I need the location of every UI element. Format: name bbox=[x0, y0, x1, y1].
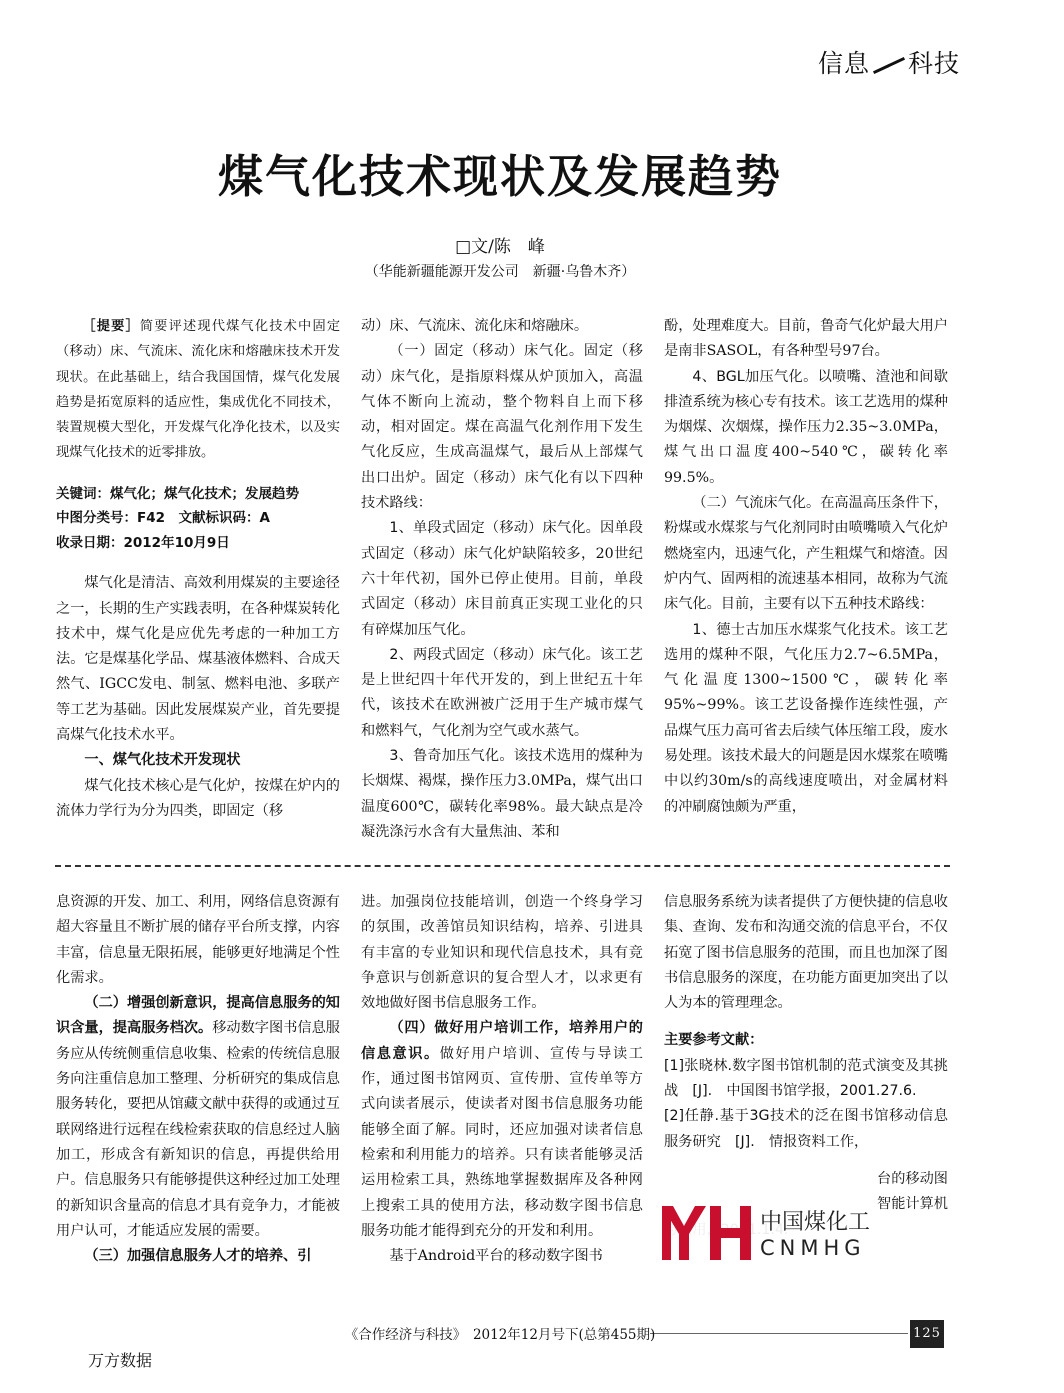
abstract bbox=[56, 314, 340, 466]
mid-paragraph-0: 动）床、气流床、流化床和熔融床。 bbox=[361, 318, 589, 334]
reference-1: [1]张晓林.数字图书馆机制的范式演变及其挑战 [J]. 中国图书馆学报，2001.27.6. bbox=[664, 1057, 948, 1100]
watermark bbox=[662, 1200, 876, 1266]
watermark-en: CNMHG bbox=[760, 1236, 866, 1260]
mid-paragraph-1 bbox=[361, 339, 643, 516]
reference-2: [2]任静.基于3G技术的泛在图书馆移动信息服务研究 [J]. 情报资料工作， bbox=[664, 1108, 948, 1150]
reference-3-tail-2: 智能计算机 bbox=[877, 1196, 948, 1213]
references-heading: 主要参考文献： bbox=[664, 1032, 764, 1049]
footer-journal: 《合作经济与科技》 2012年12月号下(总第455期) bbox=[344, 1327, 656, 1343]
lower-right-column bbox=[664, 890, 948, 1243]
abstract-text: 简要评述现代煤气化技术中固定（移动）床、气流床、流化床和熔融床技术开发现状。在此基础上，结合我国国情，煤气化发展趋势是拓宽原料的适应性，集成优化不同技术，装置规模大型化，开发煤气化净化技术，以及实现煤气化技术的近零排放。 bbox=[56, 319, 341, 461]
lower-left-paragraph-0: 息资源的开发、加工、利用，网络信息资源有超大容量且不断扩展的储存平台所支撑，内容丰富，信息量无限拓展，能够更好地满足个性化需求。 bbox=[56, 894, 340, 986]
paragraph-text: 该工艺选用的煤种不限，气化压力2.7~6.5MPa，气化温度1300~1500℃，碳转化率95%~99%。该工艺设备操作连续性强，产品煤气压力高可省去后续气体压缩工段，废水易处理。该技术最大的问题是因水煤浆在喷嘴中以约30m/s的高线速度喷出，对金属材料的冲刷腐蚀颇为严重， bbox=[664, 621, 948, 815]
classification: 中图分类号：F42 文献标识码：A bbox=[56, 510, 270, 527]
upper-left-column bbox=[56, 314, 340, 824]
lower-left-column bbox=[56, 890, 340, 1269]
right-paragraph-2 bbox=[664, 491, 948, 617]
article-meta bbox=[56, 482, 340, 556]
upper-middle-column bbox=[361, 314, 643, 845]
lower-middle-column bbox=[361, 890, 643, 1269]
keywords: 关键词：煤气化；煤气化技术；发展趋势 bbox=[56, 485, 299, 502]
paragraph-text: 因单段式固定（移动）床气化炉缺陷较多，20世纪六十年代初，国外已停止使用。目前，单段式固定（移动）床目前真正实现工业化的只有碎煤加压气化。 bbox=[361, 520, 643, 638]
article-title: 煤气化技术现状及发展趋势 bbox=[217, 150, 782, 203]
mid-paragraph-3 bbox=[361, 643, 643, 744]
lower-mid-paragraph-1 bbox=[361, 1016, 643, 1244]
watermark-logo-icon bbox=[662, 1204, 754, 1262]
left-paragraph: 煤气化技术核心是气化炉，按煤在炉内的流体力学行为分为四类，即固定（移 bbox=[56, 777, 340, 819]
reference-3-tail: 台的移动图 bbox=[877, 1170, 948, 1187]
lower-left-paragraph-1 bbox=[56, 991, 340, 1244]
right-paragraph-1 bbox=[664, 365, 948, 491]
section-tag-right: 科技 bbox=[908, 49, 961, 78]
paragraph-text: 固定（移动）床气化，是指原料煤从炉顶加入，高温气体不断向上流动，整个物料自上而下移动，相对固定。煤在高温气化剂作用下发生气化反应，生成高温煤气，最后从上部煤气出口出炉。固定（移动）床气化有以下四种技术路线： bbox=[361, 343, 643, 512]
subheading: （一）固定（移动）床气化。 bbox=[389, 343, 584, 360]
article-byline: □文/陈 峰 bbox=[455, 237, 545, 257]
subheading: 3、鲁奇加压气化。 bbox=[389, 748, 514, 765]
lower-right-paragraph-0: 信息服务系统为读者提供了方便快捷的信息收集、查询、发布和沟通交流的信息平台，不仅拓宽了图书信息服务的范围，而且也加深了图书信息服务的深度，在功能方面更加突出了以人为本的管理理念。 bbox=[664, 894, 948, 1012]
right-paragraph-0: 酚，处理难度大。目前，鲁奇气化炉最大用户是南非SASOL，有各种型号97台。 bbox=[664, 318, 948, 360]
page-number: 125 bbox=[910, 1320, 944, 1348]
received-date: 收录日期：2012年10月9日 bbox=[56, 534, 230, 551]
subheading: （二）增强创新意识，提高信息服务的知识含量，提高服务档次。 bbox=[56, 995, 340, 1037]
paragraph-text: 以喷嘴、渣池和间歇排渣系统为核心专有技术。该工艺选用的煤种为烟煤、次烟煤，操作压力2.35~3.0MPa，煤气出口温度400~540℃，碳转化率99.5%。 bbox=[664, 368, 948, 486]
subheading: 1、德士古加压水煤浆气化技术。 bbox=[692, 621, 905, 638]
subheading: （四）做好用户培训工作，培养用户的信息意识。 bbox=[361, 1020, 643, 1062]
right-paragraph-3 bbox=[664, 618, 948, 820]
abstract-label: ［提要］ bbox=[82, 319, 140, 334]
section-tag bbox=[818, 44, 960, 80]
intro-paragraph: 煤气化是清洁、高效利用煤炭的主要途径之一，长期的生产实践表明，在各种煤炭转化技术中，煤气化是应优先考虑的一种加工方法。它是煤基化学品、煤基液体燃料、合成天然气、IGCC发电、制氢、燃料电池、多联产等工艺为基础。因此发展煤炭产业，首先要提高煤气化技术水平。 bbox=[56, 575, 340, 744]
article-affiliation: （华能新疆能源开发公司 新疆·乌鲁木齐） bbox=[364, 264, 636, 280]
slash-mark bbox=[873, 56, 905, 73]
subheading: 2、两段式固定（移动）床气化。 bbox=[389, 646, 601, 663]
lower-mid-paragraph-0: 进。加强岗位技能培训，创造一个终身学习的氛围，改善馆员知识结构，培养、引进具有丰富的专业知识和现代信息技术，具有竞争意识与创新意识的复合型人才，以求更有效地做好图书信息服务工作。 bbox=[361, 894, 643, 1012]
article-divider bbox=[55, 865, 950, 867]
watermark-cn: 中国煤化工 bbox=[760, 1210, 871, 1235]
lower-mid-paragraph-2: 基于Android平台的移动数字图书 bbox=[389, 1248, 603, 1265]
paragraph-text: 该技术选用的煤种为长烟煤、褐煤，操作压力3.0MPa，煤气出口温度600℃，碳转化率98%。最大缺点是冷凝洗涤污水含有大量焦油、苯和 bbox=[361, 748, 643, 840]
lower-left-subheading: （三）加强信息服务人才的培养、引 bbox=[84, 1248, 312, 1265]
subheading: 1、单段式固定（移动）床气化。 bbox=[389, 520, 601, 537]
mid-paragraph-2 bbox=[361, 516, 643, 642]
subheading: 4、BGL加压气化。 bbox=[692, 368, 818, 385]
mid-paragraph-4 bbox=[361, 744, 643, 845]
subheading: （二）气流床气化。 bbox=[692, 495, 821, 512]
source-label: 万方数据 bbox=[88, 1351, 153, 1370]
paragraph-text: 在高温高压条件下，粉煤或水煤浆与气化剂同时由喷嘴喷入气化炉燃烧室内，迅速气化，产生粗煤气和熔渣。因炉内气、固两相的流速基本相同，故称为气流床气化。目前，主要有以下五种技术路线： bbox=[664, 495, 948, 613]
paragraph-text: 该工艺是上世纪四十年代开发的，到上世纪五十年代，该技术在欧洲被广泛用于生产城市煤气和燃料气，气化剂为空气或水蒸气。 bbox=[361, 646, 643, 739]
paragraph-text: 移动数字图书信息服务应从传统侧重信息收集、检索的传统信息服务向注重信息加工整理、分析研究的集成信息服务转化，要把从馆藏文献中获得的或通过互联网络进行远程在线检索获取的信息经过人脑加工，形成含有新知识的信息，再提供给用户。信息服务只有能够提供这种经过加工处理的新知识含量高的信息才具有竞争力，才能被用户认可，才能适应发展的需要。 bbox=[56, 1020, 340, 1239]
paragraph-text: 做好用户培训、宣传与导读工作，通过图书馆网页、宣传册、宣传单等方式向读者展示，使读者对图书信息服务功能能够全面了解。同时，还应加强对读者信息检索和利用能力的培养。只有读者能够灵活运用检索工具，熟练地掌握数据库及各种网上搜索工具的使用方法，移动数字图书信息服务功能才能得到充分的开发和利用。 bbox=[361, 1045, 643, 1239]
upper-right-column bbox=[664, 314, 948, 820]
section-tag-left: 信息 bbox=[818, 49, 871, 78]
section-heading: 一、煤气化技术开发现状 bbox=[84, 752, 241, 769]
